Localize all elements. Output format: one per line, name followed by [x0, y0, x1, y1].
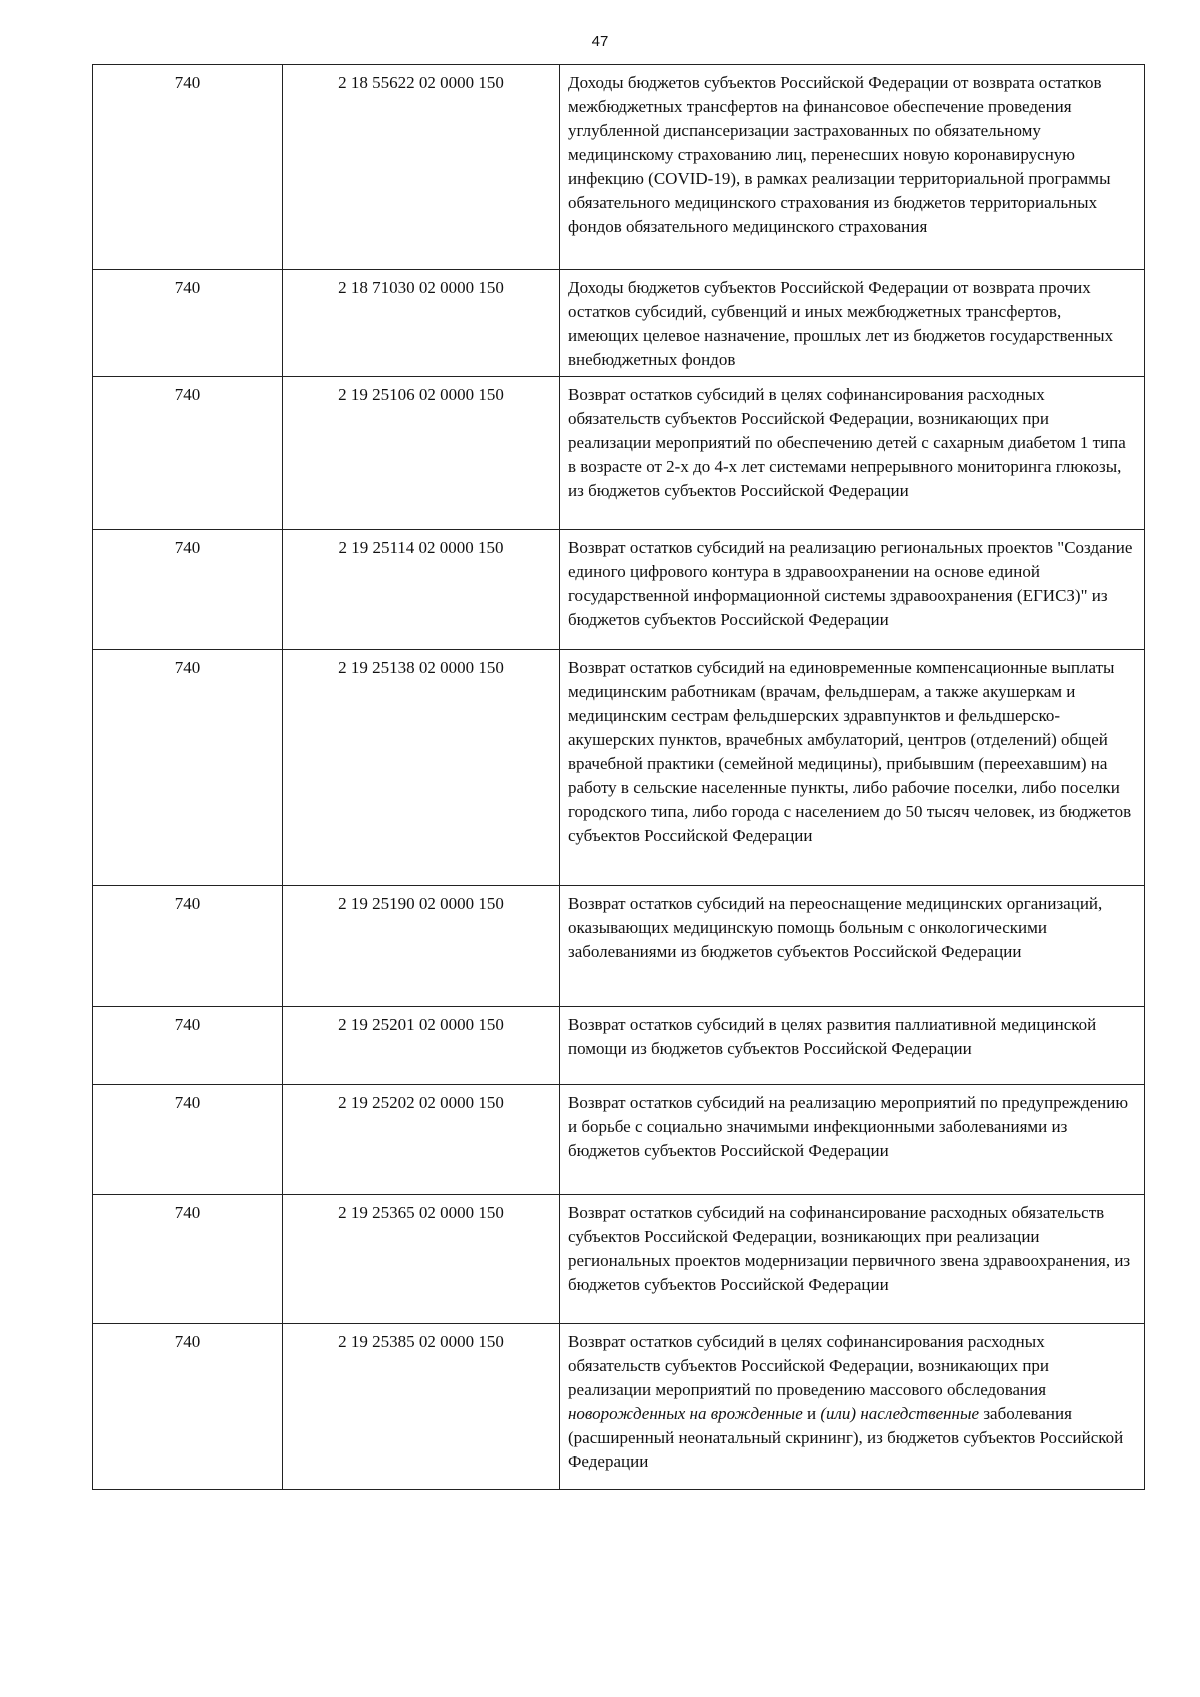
description-cell: Возврат остатков субсидий на реализацию региональных проектов "Создание единого цифрового контура в здравоохранении на основе единой государственной информационной системы здравоохранения (ЕГИСЗ)" из бюджетов субъектов Российской Федерации — [560, 530, 1145, 650]
description-cell: Возврат остатков субсидий на софинансирование расходных обязательств субъектов Российской Федерации, возникающих при реализации региональных проектов модернизации первичного звена здравоохранения, из бюджетов субъектов Российской Федерации — [560, 1195, 1145, 1324]
description-italic-text: новорожденных на врожденные — [568, 1404, 803, 1423]
description-cell: Доходы бюджетов субъектов Российской Федерации от возврата прочих остатков субсидий, субвенций и иных межбюджетных трансфертов, имеющих целевое назначение, прошлых лет из бюджетов государственных внебюджетных фондов — [560, 270, 1145, 377]
admin-code-cell: 740 — [93, 886, 283, 1007]
table-row — [93, 886, 1145, 1007]
description-cell: Возврат остатков субсидий в целях развития паллиативной медицинской помощи из бюджетов субъектов Российской Федерации — [560, 1007, 1145, 1085]
admin-code-cell: 740 — [93, 270, 283, 377]
budget-codes-table — [92, 64, 1145, 1490]
table-row — [93, 530, 1145, 650]
table-row — [93, 650, 1145, 886]
table-row — [93, 1085, 1145, 1195]
budget-code-cell: 2 19 25365 02 0000 150 — [283, 1195, 560, 1324]
table-row — [93, 1007, 1145, 1085]
description-cell: Возврат остатков субсидий на реализацию мероприятий по предупреждению и борьбе с социально значимыми инфекционными заболеваниями из бюджетов субъектов Российской Федерации — [560, 1085, 1145, 1195]
budget-code-cell: 2 19 25190 02 0000 150 — [283, 886, 560, 1007]
budget-code-cell: 2 18 55622 02 0000 150 — [283, 65, 560, 270]
description-cell: Возврат остатков субсидий в целях софинансирования расходных обязательств субъектов Российской Федерации, возникающих при реализации мероприятий по обеспечению детей с сахарным диабетом 1 типа в возрасте от 2-х до 4-х лет системами непрерывного мониторинга глюкозы, из бюджетов субъектов Российской Федерации — [560, 377, 1145, 530]
budget-code-cell: 2 19 25385 02 0000 150 — [283, 1324, 560, 1490]
description-text: и — [802, 1404, 821, 1423]
page-number: 47 — [591, 33, 609, 50]
admin-code-cell: 740 — [93, 530, 283, 650]
description-cell: Возврат остатков субсидий на единовременные компенсационные выплаты медицинским работникам (врачам, фельдшерам, а также акушеркам и медицинским сестрам фельдшерских здравпунктов и фельдшерско-акушерских пунктов, врачебных амбулаторий, центров (отделений) общей врачебной практики (семейной медицины), прибывшим (переехавшим) на работу в сельские населенные пункты, либо рабочие поселки, либо поселки городского типа, либо города с населением до 50 тысяч человек, из бюджетов субъектов Российской Федерации — [560, 650, 1145, 886]
description-cell — [560, 1324, 1145, 1490]
description-cell: Возврат остатков субсидий на переоснащение медицинских организаций, оказывающих медицинскую помощь больным с онкологическими заболеваниями из бюджетов субъектов Российской Федерации — [560, 886, 1145, 1007]
description-cell: Доходы бюджетов субъектов Российской Федерации от возврата остатков межбюджетных трансфертов на финансовое обеспечение проведения углубленной диспансеризации застрахованных по обязательному медицинскому страхованию лиц, перенесших новую коронавирусную инфекцию (COVID-19), в рамках реализации территориальной программы обязательного медицинского страхования из бюджетов территориальных фондов обязательного медицинского страхования — [560, 65, 1145, 270]
table-row — [93, 65, 1145, 270]
description-text: Возврат остатков субсидий в целях софинансирования расходных обязательств субъектов Российской Федерации, возникающих при реализации мероприятий по проведению массового обследования — [568, 1332, 1050, 1399]
budget-code-cell: 2 18 71030 02 0000 150 — [283, 270, 560, 377]
table-row — [93, 1195, 1145, 1324]
table-row — [93, 270, 1145, 377]
budget-code-cell: 2 19 25106 02 0000 150 — [283, 377, 560, 530]
admin-code-cell: 740 — [93, 1007, 283, 1085]
description-text: заболевания (расширенный неонатальный скрининг), из бюджетов субъектов Российской Федерации — [568, 1404, 1124, 1471]
budget-code-cell: 2 19 25201 02 0000 150 — [283, 1007, 560, 1085]
admin-code-cell: 740 — [93, 1195, 283, 1324]
admin-code-cell: 740 — [93, 65, 283, 270]
admin-code-cell: 740 — [93, 1085, 283, 1195]
admin-code-cell: 740 — [93, 377, 283, 530]
description-italic-text: (или) наследственные — [820, 1404, 980, 1423]
admin-code-cell: 740 — [93, 1324, 283, 1490]
budget-code-cell: 2 19 25138 02 0000 150 — [283, 650, 560, 886]
admin-code-cell: 740 — [93, 650, 283, 886]
budget-code-cell: 2 19 25114 02 0000 150 — [283, 530, 560, 650]
table-row — [93, 377, 1145, 530]
table-row — [93, 1324, 1145, 1490]
budget-code-cell: 2 19 25202 02 0000 150 — [283, 1085, 560, 1195]
